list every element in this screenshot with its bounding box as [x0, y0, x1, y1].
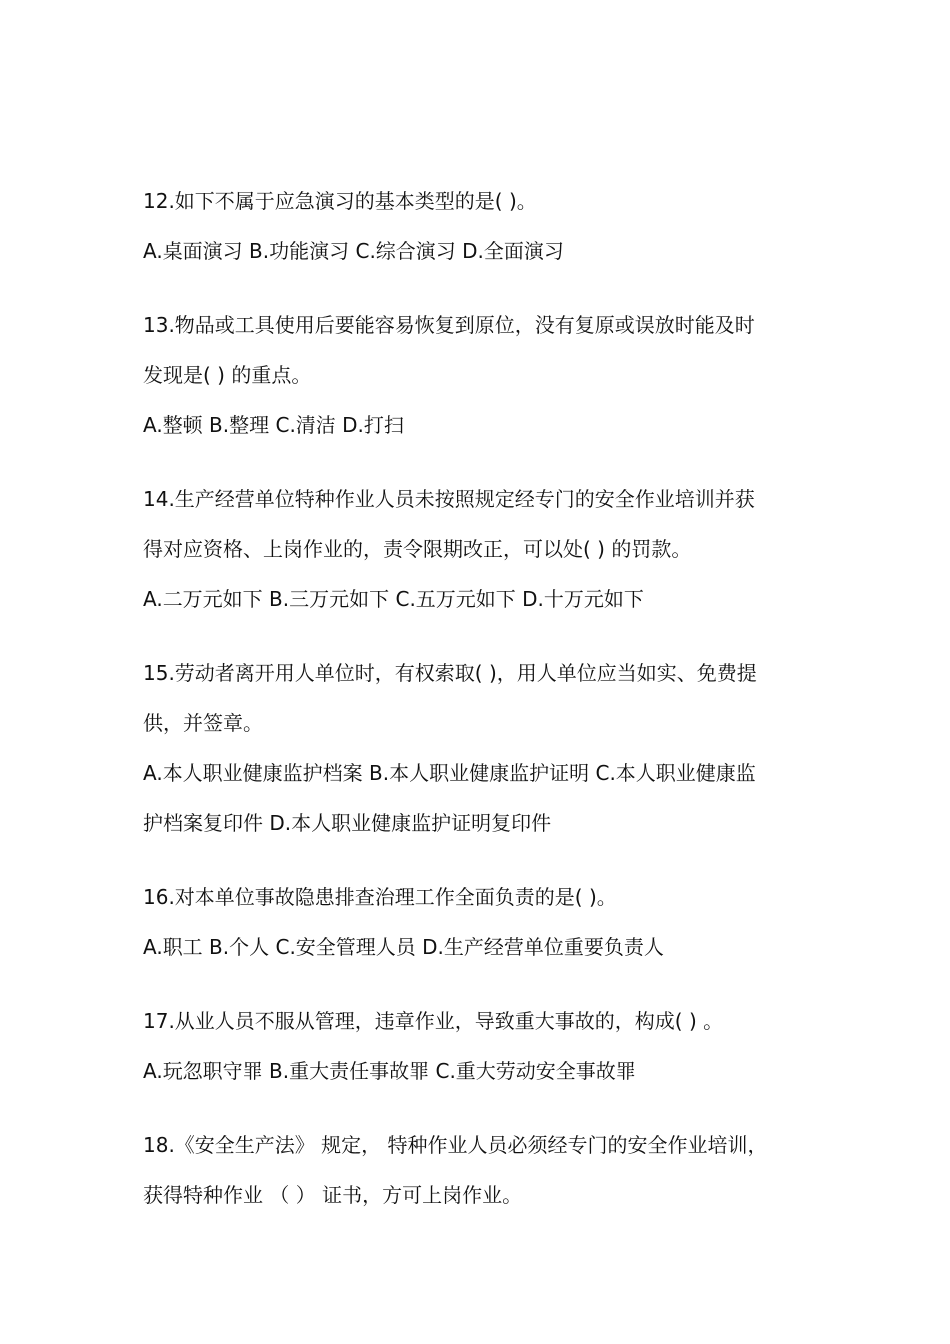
- question-text: 获得特种作业 （ ） 证书，方可上岗作业。: [143, 1183, 523, 1207]
- answer-options: A.整顿 B.整理 C.清洁 D.打扫: [143, 413, 404, 437]
- spacer: [143, 624, 823, 648]
- spacer: [143, 848, 823, 872]
- question-text: 15.劳动者离开用人单位时，有权索取( )，用人单位应当如实、免费提: [143, 661, 757, 685]
- question-12: [143, 176, 823, 276]
- question-18: [143, 1120, 823, 1220]
- question-13: [143, 300, 823, 450]
- question-text: 12.如下不属于应急演习的基本类型的是( )。: [143, 189, 537, 213]
- answer-options: A.职工 B.个人 C.安全管理人员 D.生产经营单位重要负责人: [143, 935, 664, 959]
- answer-options: A.桌面演习 B.功能演习 C.综合演习 D.全面演习: [143, 239, 564, 263]
- spacer: [143, 450, 823, 474]
- spacer: [143, 1096, 823, 1120]
- question-text: 14.生产经营单位特种作业人员未按照规定经专门的安全作业培训并获: [143, 487, 755, 511]
- answer-options: A.玩忽职守罪 B.重大责任事故罪 C.重大劳动安全事故罪: [143, 1059, 636, 1083]
- answer-options: A.二万元如下 B.三万元如下 C.五万元如下 D.十万元如下: [143, 587, 644, 611]
- question-text: 供，并签章。: [143, 711, 263, 735]
- question-list: [143, 176, 823, 1220]
- question-text: 得对应资格、上岗作业的，责令限期改正，可以处( ) 的罚款。: [143, 537, 692, 561]
- answer-options: 护档案复印件 D.本人职业健康监护证明复印件: [143, 811, 552, 835]
- answer-options: A.本人职业健康监护档案 B.本人职业健康监护证明 C.本人职业健康监: [143, 761, 756, 785]
- question-16: [143, 872, 823, 972]
- question-17: [143, 996, 823, 1096]
- spacer: [143, 276, 823, 300]
- question-14: [143, 474, 823, 624]
- question-text: 发现是( ) 的重点。: [143, 363, 312, 387]
- spacer: [143, 972, 823, 996]
- question-text: 16.对本单位事故隐患排查治理工作全面负责的是( )。: [143, 885, 617, 909]
- question-text: 18.《安全生产法》 规定， 特种作业人员必须经专门的安全作业培训，: [143, 1133, 768, 1157]
- question-text: 13.物品或工具使用后要能容易恢复到原位，没有复原或误放时能及时: [143, 313, 755, 337]
- question-text: 17.从业人员不服从管理，违章作业，导致重大事故的，构成( ) 。: [143, 1009, 724, 1033]
- question-15: [143, 648, 823, 848]
